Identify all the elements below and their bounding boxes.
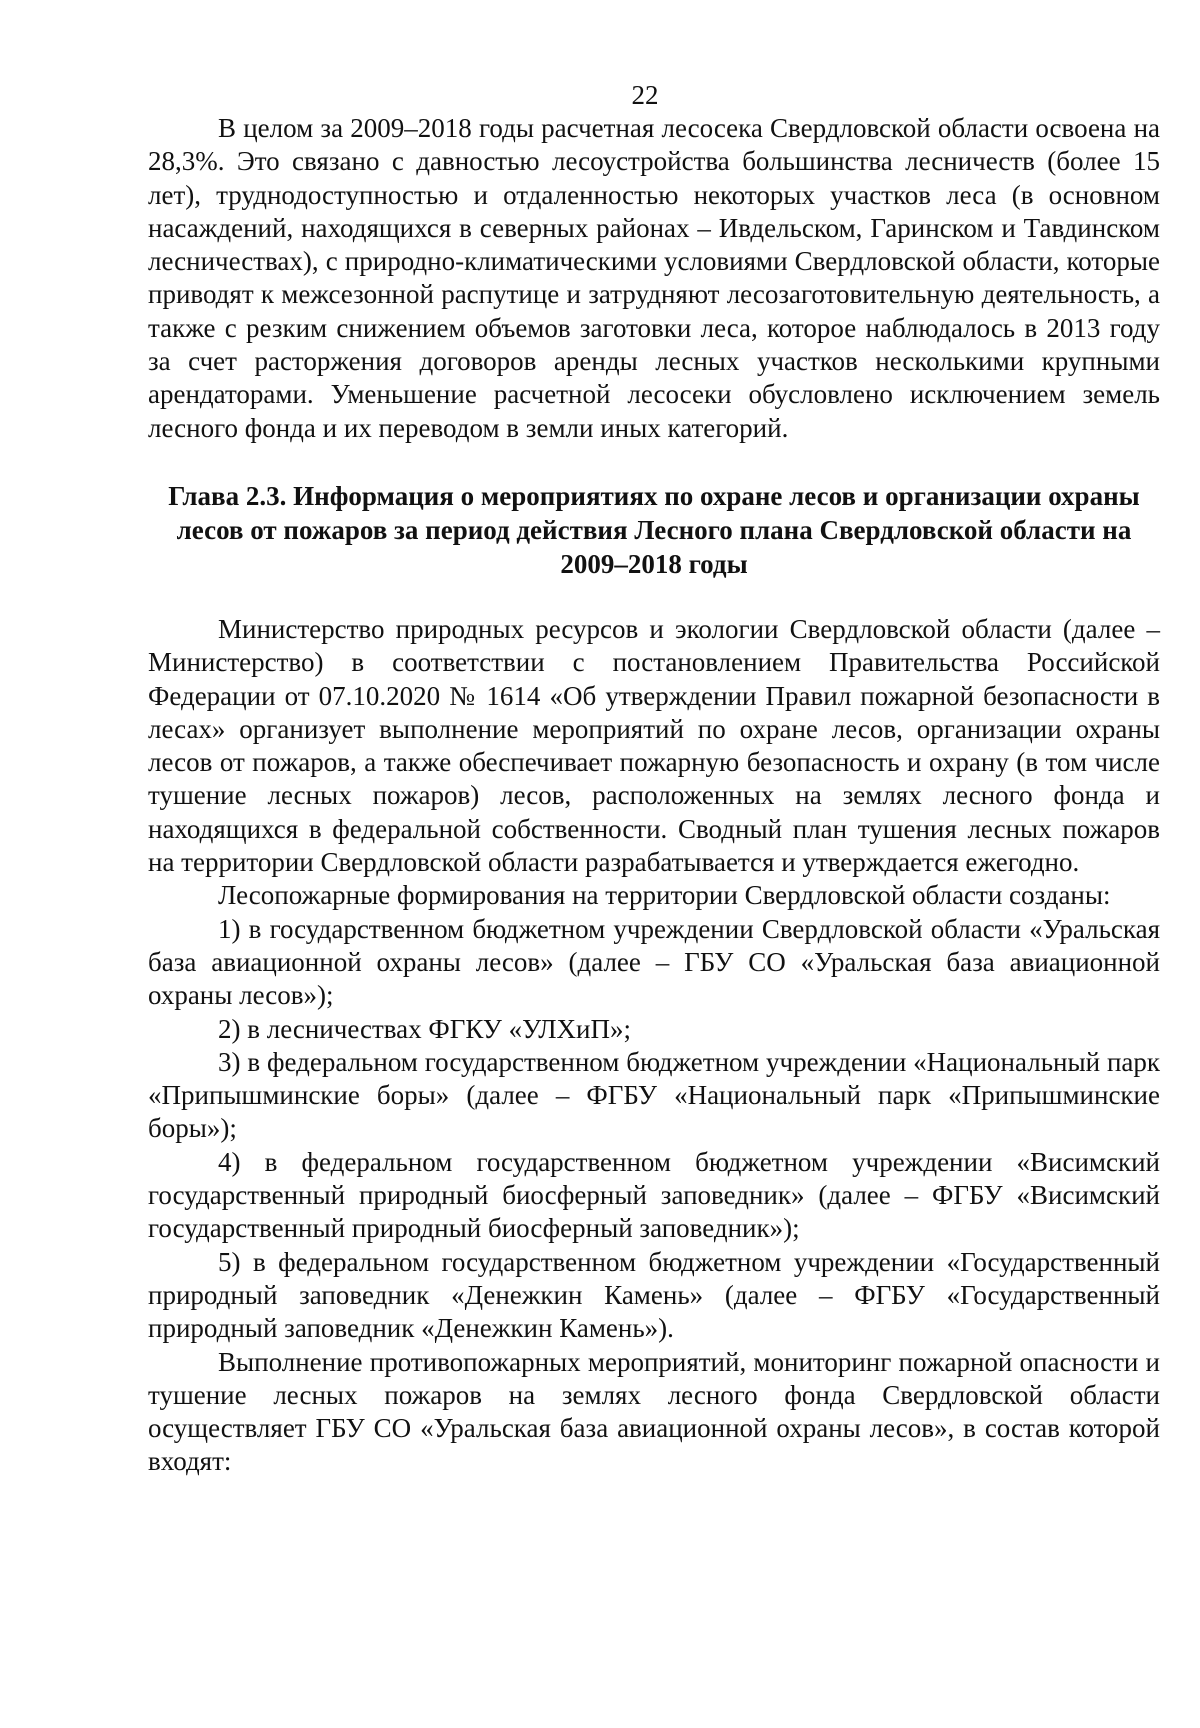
page-number: 22: [631, 80, 659, 110]
list-item-1: 1) в государственном бюджетном учреждении Свердловской области «Уральская база авиационной охраны лесов» (далее – ГБУ СО «Уральская база авиационной охраны лесов»);: [148, 913, 1160, 1011]
list-item-3: 3) в федеральном государственном бюджетном учреждении «Национальный парк «Припышминские боры» (далее – ФГБУ «Национальный парк «Припышминские боры»);: [148, 1046, 1160, 1144]
paragraph-fire-formations-intro: Лесопожарные формирования на территории Свердловской области созданы:: [218, 880, 1111, 911]
list-item-5: 5) в федеральном государственном бюджетном учреждении «Государственный природный заповедник «Денежкин Камень» (далее – ФГБУ «Государственный природный заповедник «Денежкин Камень»).: [148, 1246, 1160, 1344]
list-item-2: 2) в лесничествах ФГКУ «УЛХиП»;: [218, 1013, 632, 1044]
list-item-4: 4) в федеральном государственном бюджетном учреждении «Висимский государственный природный биосферный заповедник» (далее – ФГБУ «Висимский государственный природный биосферный заповедник»);: [148, 1146, 1160, 1244]
paragraph-fire-prevention-execution: Выполнение противопожарных мероприятий, мониторинг пожарной опасности и тушение лесных пожаров на землях лесного фонда Свердловской области осуществляет ГБУ СО «Уральская база авиационной охраны лесов», в состав которой входят:: [148, 1346, 1160, 1477]
document-page: [148, 78, 1160, 1479]
paragraph-forest-harvest-summary: В целом за 2009–2018 годы расчетная лесосека Свердловской области освоена на 28,3%. Это связано с давностью лесоустройства большинства лесничеств (более 15 лет), труднодоступностью и отдаленностью некоторых участков леса (в основном насаждений, находящихся в северных районах – Ивдельском, Гаринском и Тавдинском лесничествах), с природно-климатическими условиями Свердловской области, которые приводят к межсезонной распутице и затрудняют лесозаготовительную деятельность, а также с резким снижением объемов заготовки леса, которое наблюдалось в 2013 году за счет расторжения договоров аренды лесных участков несколькими крупными арендаторами. Уменьшение расчетной лесосеки обусловлено исключением земель лесного фонда и их переводом в земли иных категорий.: [148, 113, 1160, 443]
chapter-heading: Глава 2.3. Информация о мероприятиях по охране лесов и организации охраны лесов от пожаров за период действия Лесного плана Свердловской области на 2009–2018 годы: [168, 480, 1140, 579]
paragraph-ministry-responsibilities: Министерство природных ресурсов и экологии Свердловской области (далее – Министерство) в соответствии с постановлением Правительства Российской Федерации от 07.10.2020 № 1614 «Об утверждении Правил пожарной безопасности в лесах» организует выполнение мероприятий по охране лесов, организации охраны лесов от пожаров, а также обеспечивает пожарную безопасность и охрану (в том числе тушение лесных пожаров) лесов, расположенных на землях лесного фонда и находящихся в федеральной собственности. Сводный план тушения лесных пожаров на территории Свердловской области разрабатывается и утверждается ежегодно.: [148, 613, 1160, 878]
